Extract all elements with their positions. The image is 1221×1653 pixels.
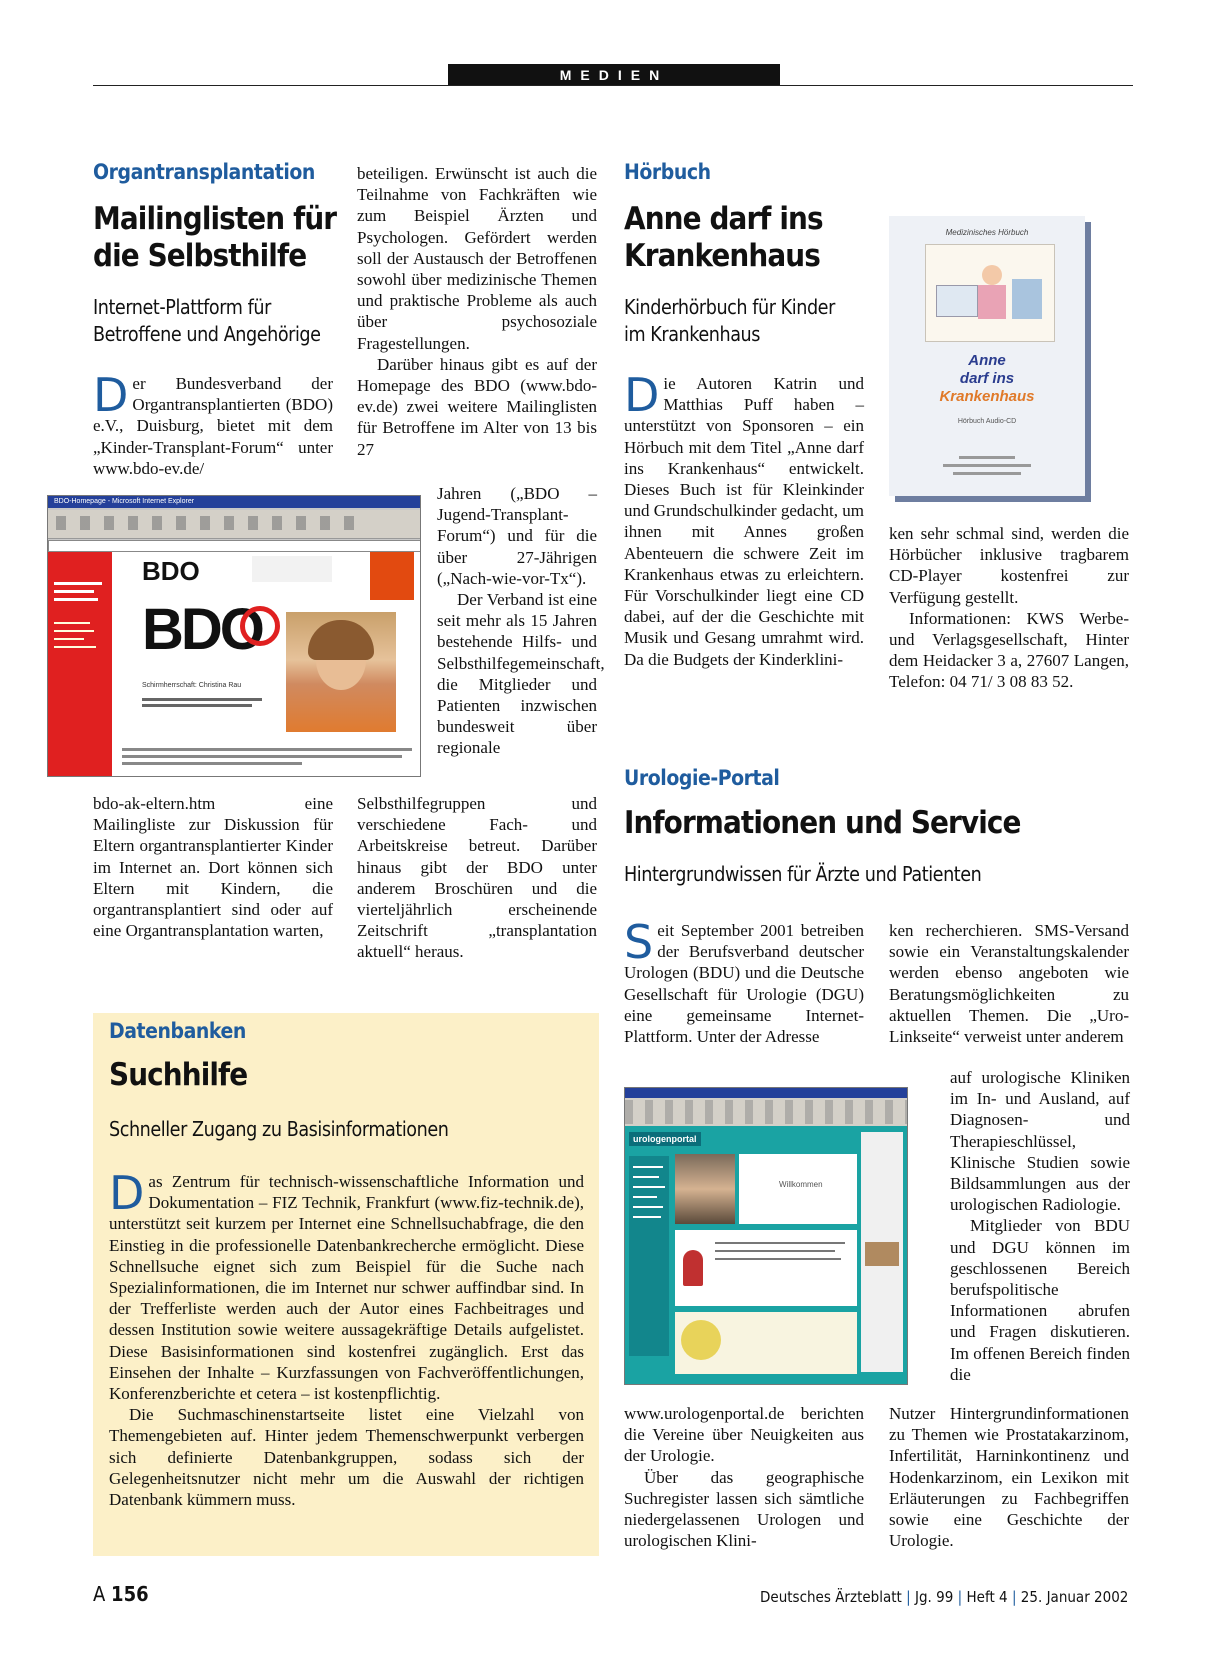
article3-col1-bottom: www.urologenportal.de berichten die Vereine über Neuigkeiten aus der Urologie. Über das geographische Suchregister lassen sich sämtliche niedergelassenen Urologen und urologischen Klini- [624, 1404, 864, 1551]
cd-cover-illustration [925, 244, 1055, 342]
article3-col1-top: Seit September 2001 betreiben der Berufsverband deutscher Urologen (BDU) und die Deutsche Gesellschaft für Urologie (DGU) eine gemeinsame Internet-Plattform. Unter der Adresse [624, 915, 864, 1047]
bdo-patron-text: Schirmherrschaft: Christina Rau [142, 682, 242, 689]
uro-lexikon-panel [675, 1312, 857, 1374]
cd-cover-title: Anne darf ins Krankenhaus [939, 352, 1035, 405]
article3-col2-narrow: auf urologische Kliniken im In- und Ausland, auf Diagnosen- und Therapieschlüssel, Klinische Studien sowie Bildsammlungen aus der urologischen Radiologie. Mitglieder von BDU und DGU können im geschlossenen Bereich berufspolitische Informationen abrufen und Fragen diskutieren. Im offenen Bereich finden die [950, 1068, 1130, 1384]
cd-cover-image [889, 216, 1085, 496]
box-headline: Suchhilfe [109, 1057, 248, 1093]
section-label: MEDIEN [448, 64, 780, 86]
box-body: Das Zentrum für technisch-wissenschaftliche Information und Dokumentation – FIZ Technik, Frankfurt (www.fiz-technik.de), unterstützt seit kurzem per Internet eine Schnellsuchabfrage, die den Einstieg in die professionelle Datenbankrecherche ermöglicht. Diese Schnellsuche eignet sich zum Beispiel für die Suche nach Spezialinformationen, die im Internet nur schwer auffindbar sind. In der Trefferliste werden auch der Autor eines Fachbeitrages und dessen Institution sowie weitere aussagekräftige Details aufgelistet. Diese Basisinformationen sind kostenfrei zugänglich. Erst das Einsehen der Inhalte – Kurzfassungen von Fachveröffentlichungen, Konferenzberichte et cetera – ist kostenpflichtig. Die Suchmaschinenstartseite listet eine Vielzahl von Themengebieten auf. Hinter jedem Themenschwerpunkt verbergen sich definierte Datenbankgruppen, sodass sich der Gelegenheitsnutzer nicht mehr um die Auswahl der richtigen Datenbank kümmern muss. [109, 1166, 584, 1510]
article3-kicker: Urologie-Portal [624, 766, 780, 790]
uro-team-photo [675, 1154, 735, 1224]
uro-logo: urologenportal [629, 1132, 701, 1146]
article1-headline: Mailinglisten für die Selbsthilfe [93, 201, 337, 274]
uro-welcome-panel: Willkommen [739, 1154, 857, 1224]
article3-col2-top: ken recherchieren. SMS-Versand sowie ein Veranstaltungskalender werden ebenso angeboten wie Beratungsmöglichkeiten zu aktuellen Themen. Die „Uro-Linkseite“ verweist unter anderem [889, 921, 1129, 1047]
article1-kicker: Organtransplantation [93, 160, 315, 184]
window-titlebar: BDO-Homepage - Microsoft Internet Explorer [48, 496, 420, 508]
article3-headline: Informationen und Service [624, 805, 1021, 841]
article2-kicker: Hörbuch [624, 160, 711, 184]
journal-issue: Heft 4 [966, 1588, 1008, 1606]
uro-news-panel [675, 1230, 857, 1306]
article2-subhead: Kinderhörbuch für Kinder im Krankenhaus [624, 295, 835, 346]
header-rule [93, 85, 1133, 86]
window-titlebar [625, 1088, 907, 1098]
bdo-portrait-photo [286, 612, 396, 732]
box-kicker: Datenbanken [109, 1019, 246, 1043]
bdo-logo-large: BDO [142, 597, 262, 662]
journal-name: Deutsches Ärzteblatt [760, 1588, 902, 1606]
bdo-banner [252, 556, 332, 582]
article1-subhead: Internet-Plattform für Betroffene und Angehörige [93, 295, 321, 346]
bdo-content [112, 552, 420, 776]
drop-cap: D [624, 368, 660, 422]
bdo-banner-image [370, 552, 414, 600]
journal-volume: Jg. 99 [915, 1588, 954, 1606]
bdo-logo-small: BDO [142, 556, 200, 586]
article2-headline: Anne darf ins Krankenhaus [624, 201, 823, 274]
bdo-website-screenshot [47, 495, 421, 777]
urologenportal-screenshot [624, 1087, 908, 1385]
article1-col2-bottom: Selbsthilfegruppen und verschiedene Fach- und Arbeitskreise betreut. Darüber hinaus gibt der BDO unter anderem Broschüren und die vierteljährlich erscheinende Zeitschrift „transplantation aktuell“ heraus. [357, 794, 597, 962]
article1-col2-narrow: Jahren („BDO – Jugend-Transplant-Forum“) und für die über 27-Jährigen („Nach-wie-vor-Tx“). Der Verband ist eine seit mehr als 15 Jahren bestehende Hilfs- und Selbsthilfegemeinschaft, die Mitglieder und Patienten inzwischen bundesweit über regionale [437, 484, 605, 758]
drop-cap: S [624, 915, 654, 969]
article3-subhead: Hintergrundwissen für Ärzte und Patienten [624, 862, 982, 886]
address-bar [48, 540, 421, 552]
article1-col2-top: beteiligen. Erwünscht ist auch die Teilnahme von Fachkräften wie zum Beispiel Ärzten und Psychologen. Gefördert werden soll der Austausch der Betroffenen sowohl über medizinische Themen und praktische Probleme als auch über psychosoziale Fragestellungen. Darüber hinaus gibt es auf der Homepage des BDO (www.bdo-ev.de) zwei weitere Mailinglisten für Betroffene im Alter von 13 bis 27 [357, 164, 597, 459]
article1-col1-bottom: bdo-ak-eltern.htm eine Mailingliste zur Diskussion für Eltern organtransplantierter Kinder im Internet an. Dort können sich Eltern mit Kindern, die organtransplantiert sind oder auf eine Organtransplantation warten, [93, 794, 333, 941]
article2-col1: Die Autoren Katrin und Matthias Puff haben – unterstützt von Sponsoren – ein Hörbuch mit dem Titel „Anne darf ins Krankenhaus“ entwickelt. Dieses Buch ist für Kleinkinder und Grundschulkinder gedacht, um ihnen mit Annes großen Abenteuern die schwere Zeit im Krankenhaus etwas zu erleichtern. Für Vorschulkinder liegt eine CD dabei, auf der die Geschichte mit Musik und Gesang umrahmt wird. Da die Budgets der Kinderklini- [624, 368, 864, 669]
article3-col2-bottom: Nutzer Hintergrundinformationen zu Themen wie Prostatakarzinom, Infertilität, Harninkontinenz und Hodenkarzinom, ein Lexikon mit Erläuterungen zu Fachbegriffen sowie eine Geschichte der Urologie. [889, 1404, 1129, 1551]
drop-cap: D [93, 368, 129, 422]
uro-right-column [861, 1132, 903, 1372]
uro-page [625, 1126, 907, 1384]
page-number: A 156 [93, 1582, 149, 1606]
article2-col2: ken sehr schmal sind, werden die Hörbücher inklusive tragbarem CD-Player kostenfrei zur Verfügung gestellt. Informationen: KWS Werbe- und Verlagsgesellschaft, Hinter dem Heidacker 3 a, 27607 Langen, Telefon: 04 71/ 3 08 83 52. [889, 524, 1129, 692]
cd-cover-top-text: Medizinisches Hörbuch [945, 228, 1029, 237]
bdo-logo-ring [240, 606, 280, 646]
browser-toolbar [48, 510, 420, 539]
cd-cover-subtitle: Hörbuch Audio-CD [957, 418, 1017, 425]
article1-col1-top: Der Bundesverband der Organtransplantierten (BDO) e.V., Duisburg, bietet mit dem „Kinder-Transplant-Forum“ unter www.bdo-ev.de/ [93, 368, 333, 478]
uro-sidebar [629, 1156, 669, 1356]
drop-cap: D [109, 1166, 145, 1220]
browser-toolbar [625, 1100, 907, 1124]
journal-date: 25. Januar 2002 [1020, 1588, 1129, 1606]
bdo-sidebar [48, 552, 112, 776]
journal-info: Deutsches Ärzteblatt | Jg. 99 | Heft 4 | 25. Januar 2002 [760, 1588, 1129, 1606]
box-subhead: Schneller Zugang zu Basisinformationen [109, 1117, 449, 1141]
